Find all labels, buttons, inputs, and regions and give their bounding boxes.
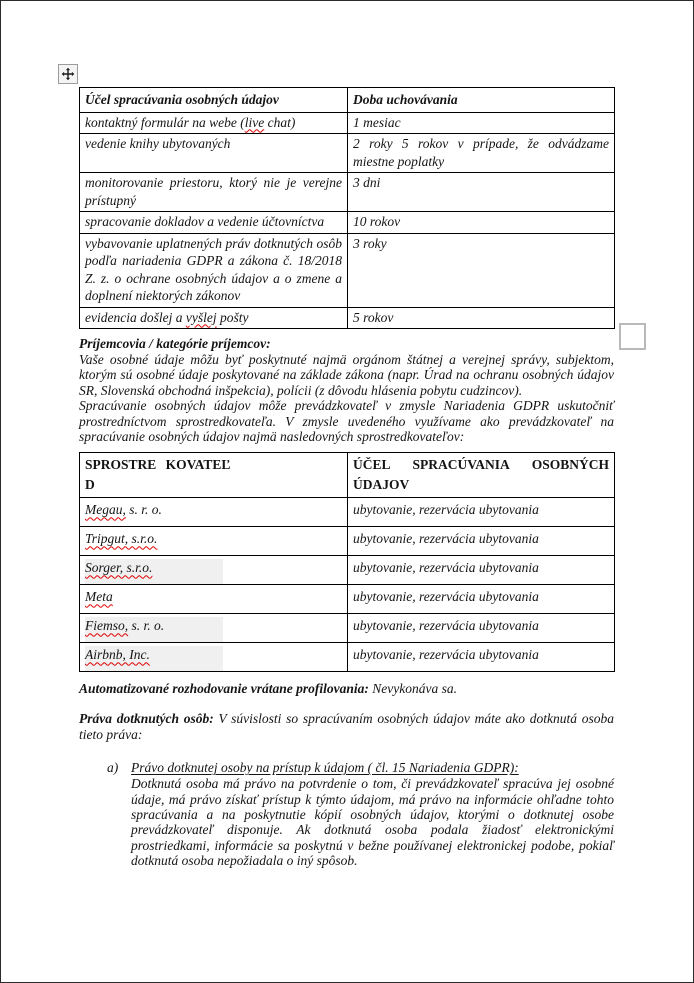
recipients-paragraph-2: Spracúvanie osobných údajov môže prevádzkovateľ v zmysle Nariadenia GDPR uskutočniť prostredníctvom sprostredkovateľa. V zmysle uvedeného využívame ako prevádzkovateľ na spracúvanie osobných údajov najmä nasledovných sprostredkovateľov: — [79, 398, 614, 445]
purpose-cell: evidencia došlej a vyšlej pošty — [80, 307, 348, 329]
automated-decision-label: Automatizované rozhodovanie vrátane profilovania: — [79, 681, 369, 697]
rights-label: Práva dotknutých osôb: — [79, 711, 214, 727]
recipients-heading: Príjemcovia / kategórie príjemcov: — [79, 336, 271, 351]
processing-purpose-cell: ubytovanie, rezervácia ubytovania — [348, 585, 615, 614]
retention-cell: 3 dni — [348, 173, 615, 212]
table-row — [80, 643, 615, 672]
table-row — [80, 307, 615, 329]
processor-name-cell: Megau, s. r. o. — [80, 498, 348, 527]
processor-name-cell — [80, 585, 348, 614]
table-row — [80, 556, 615, 585]
rights-intro-text: V súvislosti so spracúvaním osobných údajov máte ako dotknutá osoba tieto práva: — [79, 711, 614, 742]
purpose-retention-table — [79, 87, 615, 329]
list-marker-a: a) — [107, 760, 119, 776]
purpose-cell: monitorovanie priestoru, ktorý nie je verejne prístupný — [80, 173, 348, 212]
processing-purpose-cell: ubytovanie, rezervácia ubytovania — [348, 498, 615, 527]
processor-name-cell — [80, 556, 348, 585]
right-a-title-line — [79, 760, 614, 776]
misspelled-word: Megau, — [85, 502, 126, 518]
misspelled-word: vyšlej — [185, 309, 217, 325]
automated-decision-line — [79, 681, 614, 697]
retention-column-header: Doba uchovávania — [348, 88, 615, 113]
table-row — [80, 233, 615, 307]
right-a-body: Dotknutá osoba má právo na potvrdenie o tom, či prevádzkovateľ spracúva jej osobné údaje, má právo získať prístup k týmto údajom, má právo na informácie ohľadne tohto spracúvania a na poskytnutie kópií osobných údajov, ktorými o dotknutej osobe prevádzkovateľ disponuje. Ak dotknutá osoba podala žiadosť elektronickými prostriedkami, informácie sa poskytnú v bežne používanej elektronickej podobe, pokiaľ dotknutá osoba nepožiadala o iný spôsob. — [131, 776, 614, 869]
move-arrows-icon — [61, 67, 75, 81]
table-row — [80, 614, 615, 643]
retention-cell: 1 mesiac — [348, 112, 615, 134]
misspelled-word: Fiemso, — [85, 618, 129, 634]
table-row — [80, 527, 615, 556]
processing-purpose-column-header: ÚČEL SPRACÚVANIA OSOBNÝCH ÚDAJOV — [348, 453, 615, 498]
table-move-handle[interactable] — [58, 64, 78, 84]
processor-column-header: SPROSTRE KOVATEĽ D — [80, 453, 348, 498]
purpose-cell: vybavovanie uplatnených práv dotknutých osôb podľa nariadenia GDPR a zákona č. 18/2018 Z. z. o ochrane osobných údajov a o zmene a doplnení niektorých zákonov — [80, 233, 348, 307]
document-content — [79, 87, 614, 869]
table-row — [80, 112, 615, 134]
purpose-column-header: Účel spracúvania osobných údajov — [80, 88, 348, 113]
table-header-row — [80, 453, 615, 498]
purpose-cell: kontaktný formulár na webe (live chat) — [80, 112, 348, 134]
misspelled-word: Tripgut, s.r.o. — [85, 531, 158, 547]
recipients-paragraph-1: Vaše osobné údaje môžu byť poskytnuté najmä orgánom štátnej a verejnej správy, subjektom, ktorým sú osobné údaje poskytované na základe zákona (napr. Úrad na ochranu osobných údajov SR, Slovenská obchodná inšpekcia), polícii (z dôvodu hlásenia pobytu cudzincov). — [79, 352, 614, 398]
right-a-title: Právo dotknutej osoby na prístup k údajom ( čl. 15 Nariadenia GDPR): — [131, 760, 519, 776]
retention-cell: 5 rokov — [348, 307, 615, 329]
table-row — [80, 212, 615, 234]
table-header-row — [80, 88, 615, 113]
processors-table — [79, 452, 615, 672]
processor-name-cell: Fiemso, s. r. o. — [80, 614, 348, 643]
table-row — [80, 585, 615, 614]
processing-purpose-cell: ubytovanie, rezervácia ubytovania — [348, 527, 615, 556]
processor-name-cell — [80, 643, 348, 672]
misspelled-word: live — [244, 114, 265, 130]
misspelled-word: Airbnb, Inc. — [85, 647, 150, 663]
table-resize-handle[interactable] — [619, 323, 646, 350]
table-row — [80, 134, 615, 173]
processor-name-cell — [80, 527, 348, 556]
retention-cell: 10 rokov — [348, 212, 615, 234]
data-subject-rights-paragraph — [79, 711, 614, 742]
purpose-cell: vedenie knihy ubytovaných — [80, 134, 348, 173]
purpose-cell: spracovanie dokladov a vedenie účtovníctva — [80, 212, 348, 234]
retention-cell: 2 roky 5 rokov v prípade, že odvádzame miestne poplatky — [348, 134, 615, 173]
misspelled-word: Sorger, s.r.o. — [85, 560, 153, 576]
table-row — [80, 173, 615, 212]
table-row — [80, 498, 615, 527]
processing-purpose-cell: ubytovanie, rezervácia ubytovania — [348, 643, 615, 672]
retention-cell: 3 roky — [348, 233, 615, 307]
processing-purpose-cell: ubytovanie, rezervácia ubytovania — [348, 556, 615, 585]
misspelled-word: Meta — [85, 589, 113, 605]
processing-purpose-cell: ubytovanie, rezervácia ubytovania — [348, 614, 615, 643]
automated-decision-value: Nevykonáva sa. — [368, 681, 457, 697]
